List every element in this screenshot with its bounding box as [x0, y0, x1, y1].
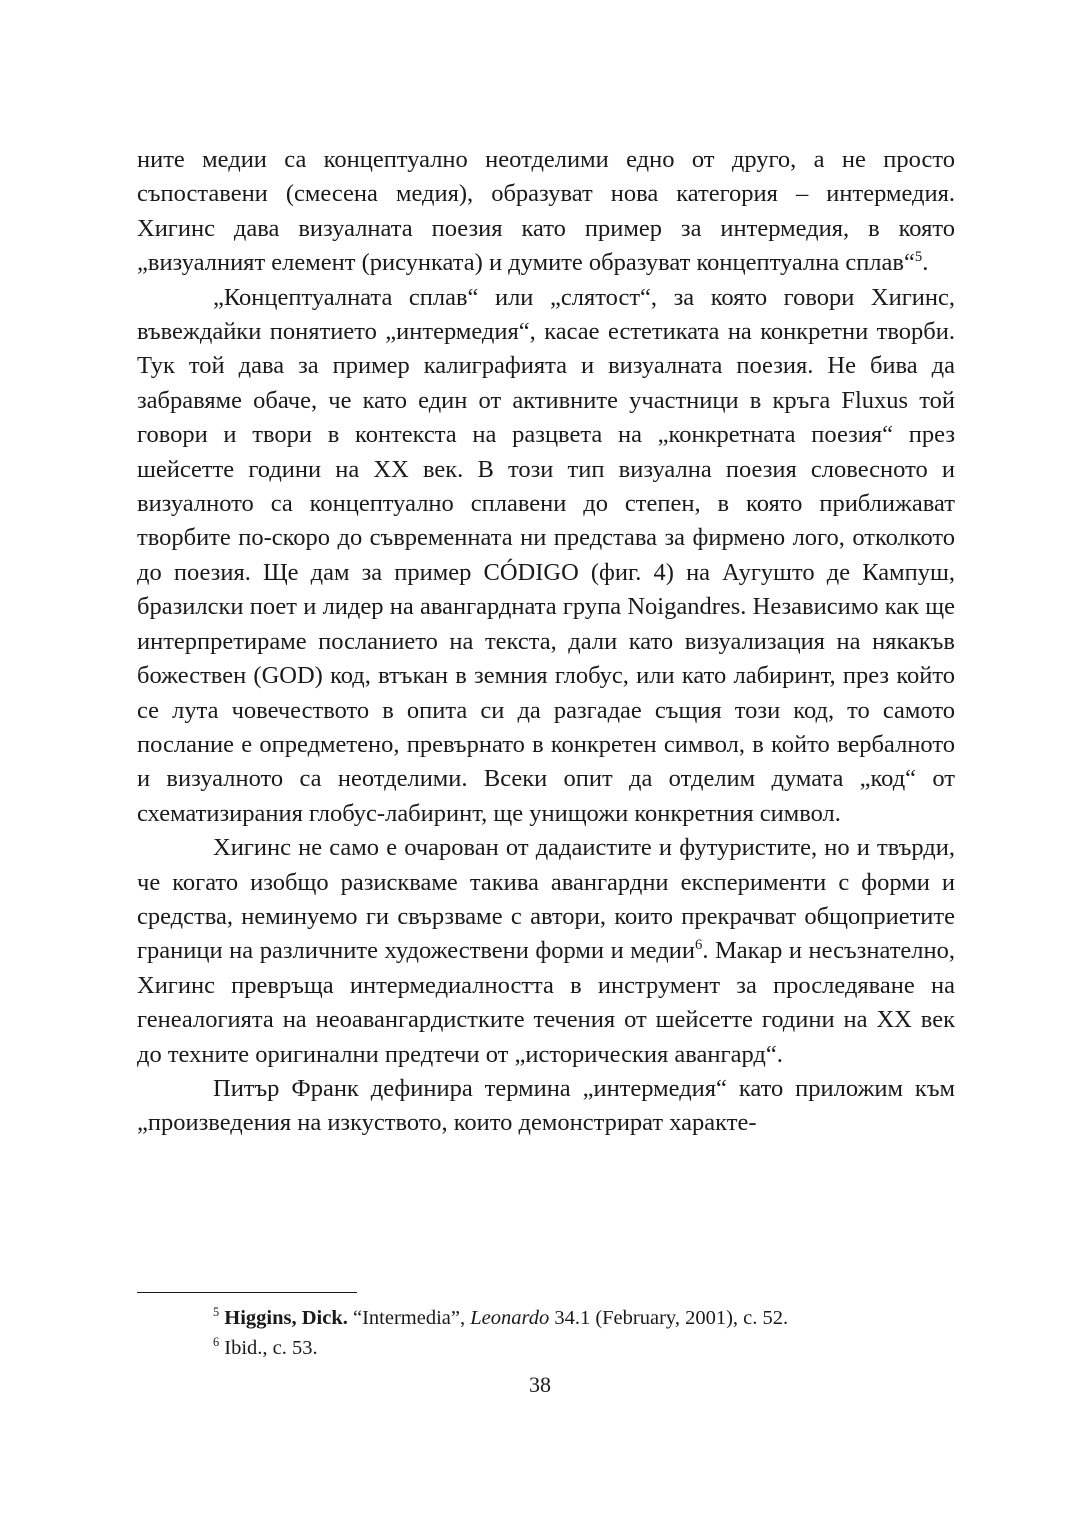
paragraph-3-text-b: . Макар и несъзнателно, Хигинс превръща интермедиалността в инструмент за проследяване на генеалогията на неоавангардистките течения от шейсетте години на XX век до техните оригинални предтечи от „историческия авангард“.	[137, 937, 955, 1068]
footnote-5-journal: Leonardo	[470, 1307, 550, 1329]
footnote-6-text: Ibid., с. 53.	[224, 1337, 318, 1359]
footnote-5-author: Higgins, Dick.	[224, 1307, 348, 1329]
footnote-5	[213, 1303, 953, 1333]
paragraph-1-text-b: .	[922, 249, 929, 277]
paragraph-3	[137, 831, 955, 1072]
footnote-marker-5: 5	[213, 1305, 220, 1320]
paragraph-1-text-a: ните медии са концептуално неотделими едно от друго, а не просто съпоставени (смесена медия), образуват нова категория – интермедия. Хигинс дава визуалната поезия като пример за интермедия, в която „визуалният елемент (рисунката) и думите образуват концептуална сплав“	[137, 146, 955, 277]
footnotes	[213, 1303, 953, 1363]
footnote-5-title: “Intermedia”,	[347, 1307, 471, 1329]
page-body	[137, 143, 955, 1141]
page-number: 38	[529, 1372, 551, 1397]
paragraph-2: „Концептуалната сплав“ или „слятост“, за която говори Хигинс, въвеждайки понятието „интермедия“, касае естетиката на конкретни творби. Тук той дава за пример калиграфията и визуалната поезия. Не бива да забравяме обаче, че като един от активните участници в кръга Fluxus той говори и твори в контекста на разцвета на „конкретната поезия“ през шейсетте години на XX век. В този тип визуална поезия словесното и визуалното са концептуално сплавени до степен, в която приближават творбите по-скоро до съвременната ни представа за фирмено лого, отколкото до поезия. Ще дам за пример CÓDIGO (фиг. 4) на Аугушто де Кампуш, бразилски поет и лидер на авангардната група Noigandres. Независимо как ще интерпретираме посланието на текста, дали като визуализация на някакъв божествен (GOD) код, втъкан в земния глобус, или като лабиринт, през който се лута човечеството в опита си да разгадае същия този код, то самото послание е опредметено, превърнато в конкретен символ, в който вербалното и визуалното са неотделими. Всеки опит да отделим думата „код“ от схематизирания глобус-лабиринт, ще унищожи конкретния символ.	[137, 283, 955, 827]
footnote-6	[213, 1333, 953, 1363]
footnote-ref-6[interactable]: 6	[694, 937, 703, 954]
footnote-marker-6: 6	[213, 1335, 220, 1350]
paragraph-1	[137, 143, 955, 281]
paragraph-4: Питър Франк дефинира термина „интермедия“ като приложим към „произведения на изкуството, които демонстрират характе-	[137, 1074, 955, 1137]
paragraph-3-text-a: Хигинс не само е очарован от дадаистите и футуристите, но и твърди, че когато изобщо разискваме такива авангардни експерименти с форми и средства, неминуемо ги свързваме с автори, които прекрачват общоприетите граници на различните художествени форми и медии	[137, 834, 955, 965]
footnote-5-details: 34.1 (February, 2001), с. 52.	[549, 1307, 789, 1329]
footnote-separator	[137, 1292, 357, 1293]
footnote-ref-5[interactable]: 5	[914, 249, 923, 266]
